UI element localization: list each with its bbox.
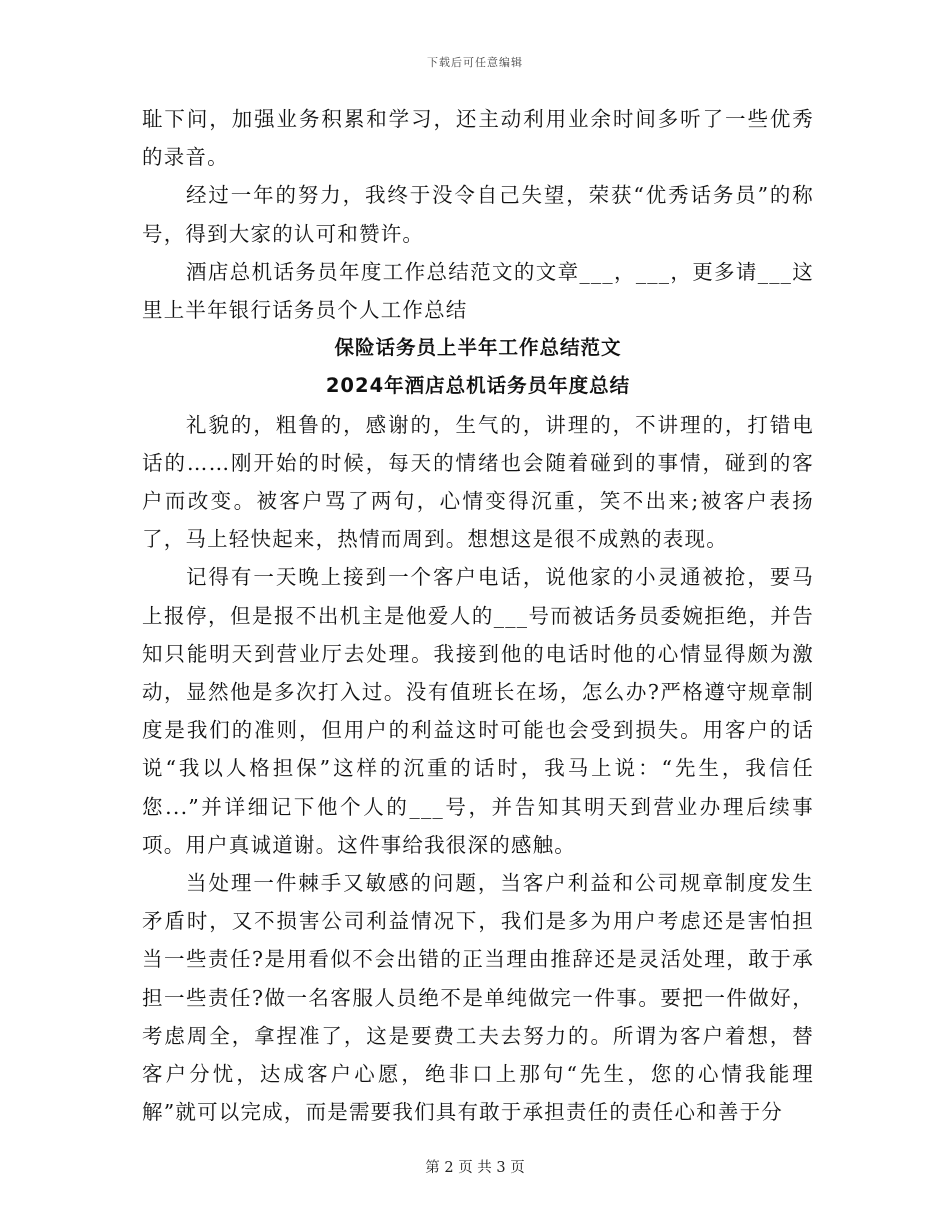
paragraph-3: 酒店总机话务员年度工作总结范文的文章___，___，更多请___这里上半年银行话务员个人工作总结 (142, 259, 814, 323)
paragraph-2: 经过一年的努力，我终于没令自己失望，荣获“优秀话务员”的称号，得到大家的认可和赞许。 (142, 183, 814, 246)
paragraph-4: 礼貌的，粗鲁的，感谢的，生气的，讲理的，不讲理的，打错电话的……刚开始的时候，每天的情绪也会随着碰到的事情，碰到的客户而改变。被客户骂了两句，心情变得沉重，笑不出来;被客户表扬了，马上轻快起来，热情而周到。想想这是很不成熟的表现。 (142, 412, 814, 552)
page-footer: 第 2 页 共 3 页 (425, 1160, 525, 1176)
page-header: 下载后可任意编辑 (427, 56, 523, 69)
paragraph-1: 耻下问，加强业务积累和学习，还主动利用业余时间多听了一些优秀的录音。 (142, 107, 814, 170)
section-heading-2: 2024年酒店总机话务员年度总结 (325, 374, 631, 398)
paragraph-6: 当处理一件棘手又敏感的问题，当客户利益和公司规章制度发生矛盾时，又不损害公司利益情况下，我们是多为用户考虑还是害怕担当一些责任?是用看似不会出错的正当理由推辞还是灵活处理，敢于承担一些责任?做一名客服人员绝不是单纯做完一件事。要把一件做好，考虑周全，拿捏准了，这是要费工夫去努力的。所谓为客户着想，替客户分忧，达成客户心愿，绝非口上那句“先生，您的心情我能理解”就可以完成，而是需要我们具有敢于承担责任的责任心和善于分 (142, 871, 814, 1125)
section-heading-1: 保险话务员上半年工作总结范文 (334, 336, 622, 360)
document-body (142, 100, 814, 1131)
paragraph-5: 记得有一天晚上接到一个客户电话，说他家的小灵通被抢，要马上报停，但是报不出机主是他爱人的___号而被话务员委婉拒绝，并告知只能明天到营业厅去处理。我接到他的电话时他的心情显得颇为激动，显然他是多次打入过。没有值班长在场，怎么办?严格遵守规章制度是我们的准则，但用户的利益这时可能也会受到损失。用客户的话说“我以人格担保”这样的沉重的话时，我马上说：“先生，我信任您...”并详细记下他个人的___号，并告知其明天到营业办理后续事项。用户真诚道谢。这件事给我很深的感触。 (142, 565, 814, 857)
